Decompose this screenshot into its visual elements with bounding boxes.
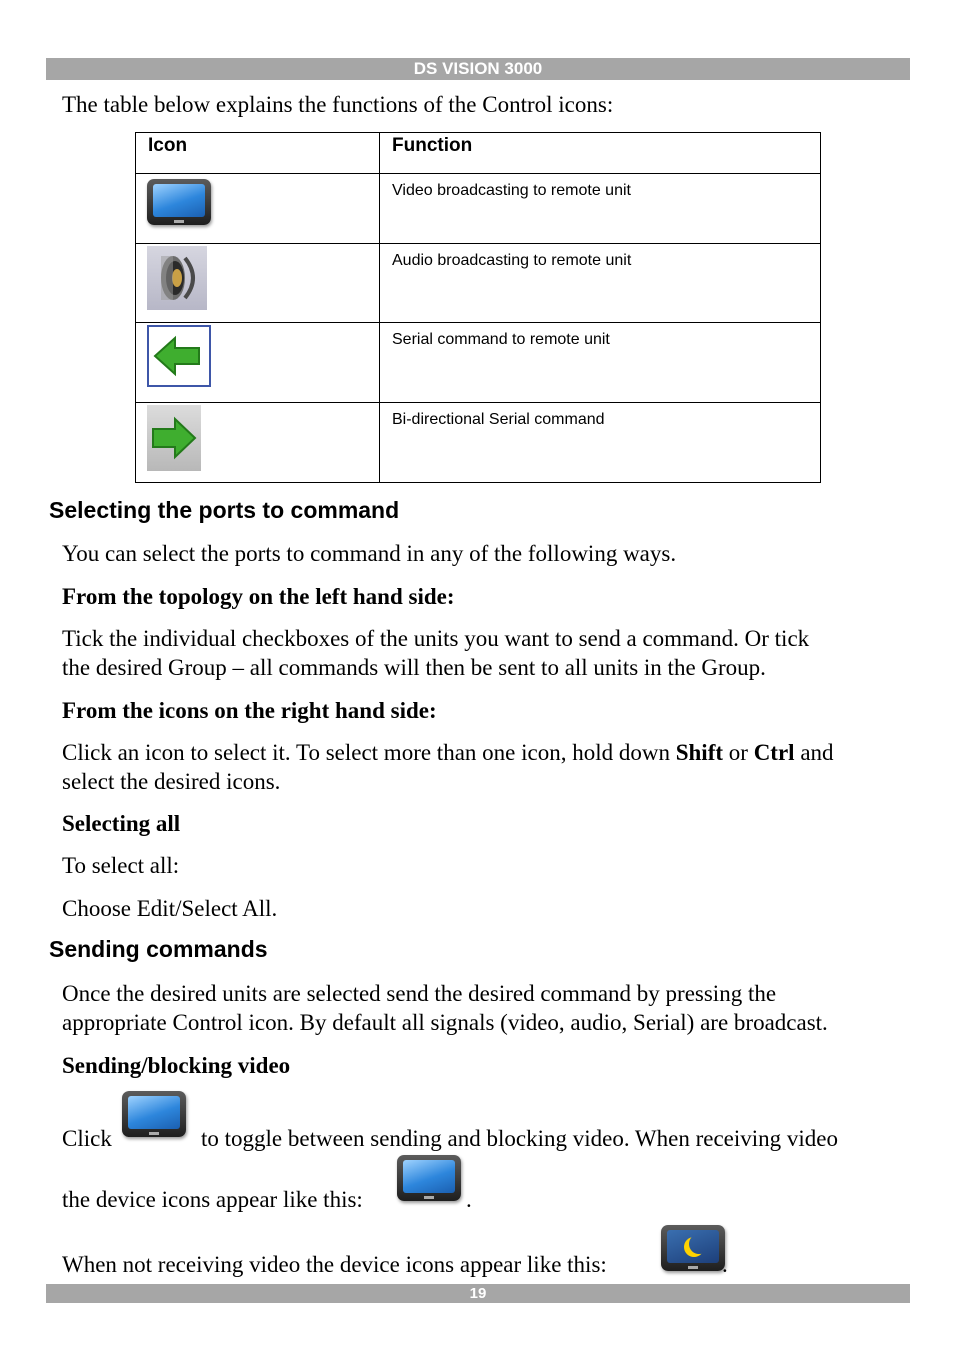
subheading-selecting-all: Selecting all xyxy=(62,811,181,836)
paragraph-text: When not receiving video the device icons appear like this: xyxy=(62,1252,607,1277)
paragraph-text: to toggle between sending and blocking video. When receiving video xyxy=(201,1126,839,1151)
monitor-icon xyxy=(147,179,211,225)
table-row xyxy=(136,403,821,483)
page-number: 19 xyxy=(46,1284,910,1303)
column-header-function: Function xyxy=(380,133,821,174)
table-row xyxy=(136,174,821,244)
left-arrow-icon xyxy=(147,325,211,387)
section-heading-sending-commands: Sending commands xyxy=(49,936,268,962)
paragraph: You can select the ports to command in any of the following ways. xyxy=(62,541,677,566)
section-heading-selecting-ports: Selecting the ports to command xyxy=(49,497,400,523)
paragraph-line: select the desired icons. xyxy=(62,769,281,794)
monitor-receiving-icon xyxy=(397,1155,461,1201)
intro-text: The table below explains the functions of the Control icons: xyxy=(62,92,614,117)
subheading-topology: From the topology on the left hand side: xyxy=(62,584,455,609)
table-cell-function: Video broadcasting to remote unit xyxy=(380,174,821,244)
shift-key-text: Shift xyxy=(675,740,724,765)
table-row xyxy=(136,244,821,323)
speaker-icon xyxy=(147,246,207,310)
right-arrow-icon xyxy=(147,405,201,471)
paragraph-text: . xyxy=(466,1187,472,1212)
table-cell-icon xyxy=(136,403,380,483)
table-cell-icon xyxy=(136,174,380,244)
column-header-icon: Icon xyxy=(136,133,380,174)
page-header: DS VISION 3000 xyxy=(46,58,910,80)
paragraph-line: Tick the individual checkboxes of the units you want to send a command. Or tick xyxy=(62,626,810,651)
monitor-not-receiving-icon xyxy=(661,1225,725,1271)
text: and xyxy=(794,740,834,765)
paragraph-text: the device icons appear like this: xyxy=(62,1187,363,1212)
table-cell-function: Bi-directional Serial command xyxy=(380,403,821,483)
paragraph-line: Once the desired units are selected send the desired command by pressing the xyxy=(62,981,777,1006)
paragraph-line: appropriate Control icon. By default all signals (video, audio, Serial) are broadcast. xyxy=(62,1010,828,1035)
table-cell-icon xyxy=(136,323,380,403)
table-cell-icon xyxy=(136,244,380,323)
text: or xyxy=(723,740,754,765)
paragraph-line: the desired Group – all commands will then be sent to all units in the Group. xyxy=(62,655,766,680)
table-cell-function: Serial command to remote unit xyxy=(380,323,821,403)
control-icons-table xyxy=(135,132,821,483)
paragraph-line xyxy=(62,738,834,767)
table-header-row xyxy=(136,133,821,174)
paragraph: Choose Edit/Select All. xyxy=(62,896,278,921)
table-row xyxy=(136,323,821,403)
subheading-icons: From the icons on the right hand side: xyxy=(62,698,437,723)
subheading-sending-blocking-video: Sending/blocking video xyxy=(62,1053,291,1078)
table-cell-function: Audio broadcasting to remote unit xyxy=(380,244,821,323)
paragraph-text: . xyxy=(722,1252,728,1277)
paragraph: To select all: xyxy=(62,853,180,878)
monitor-icon xyxy=(122,1091,186,1137)
paragraph-text: Click xyxy=(62,1126,112,1151)
text: Click an icon to select it. To select more than one icon, hold down xyxy=(62,740,676,765)
ctrl-key-text: Ctrl xyxy=(753,740,795,765)
